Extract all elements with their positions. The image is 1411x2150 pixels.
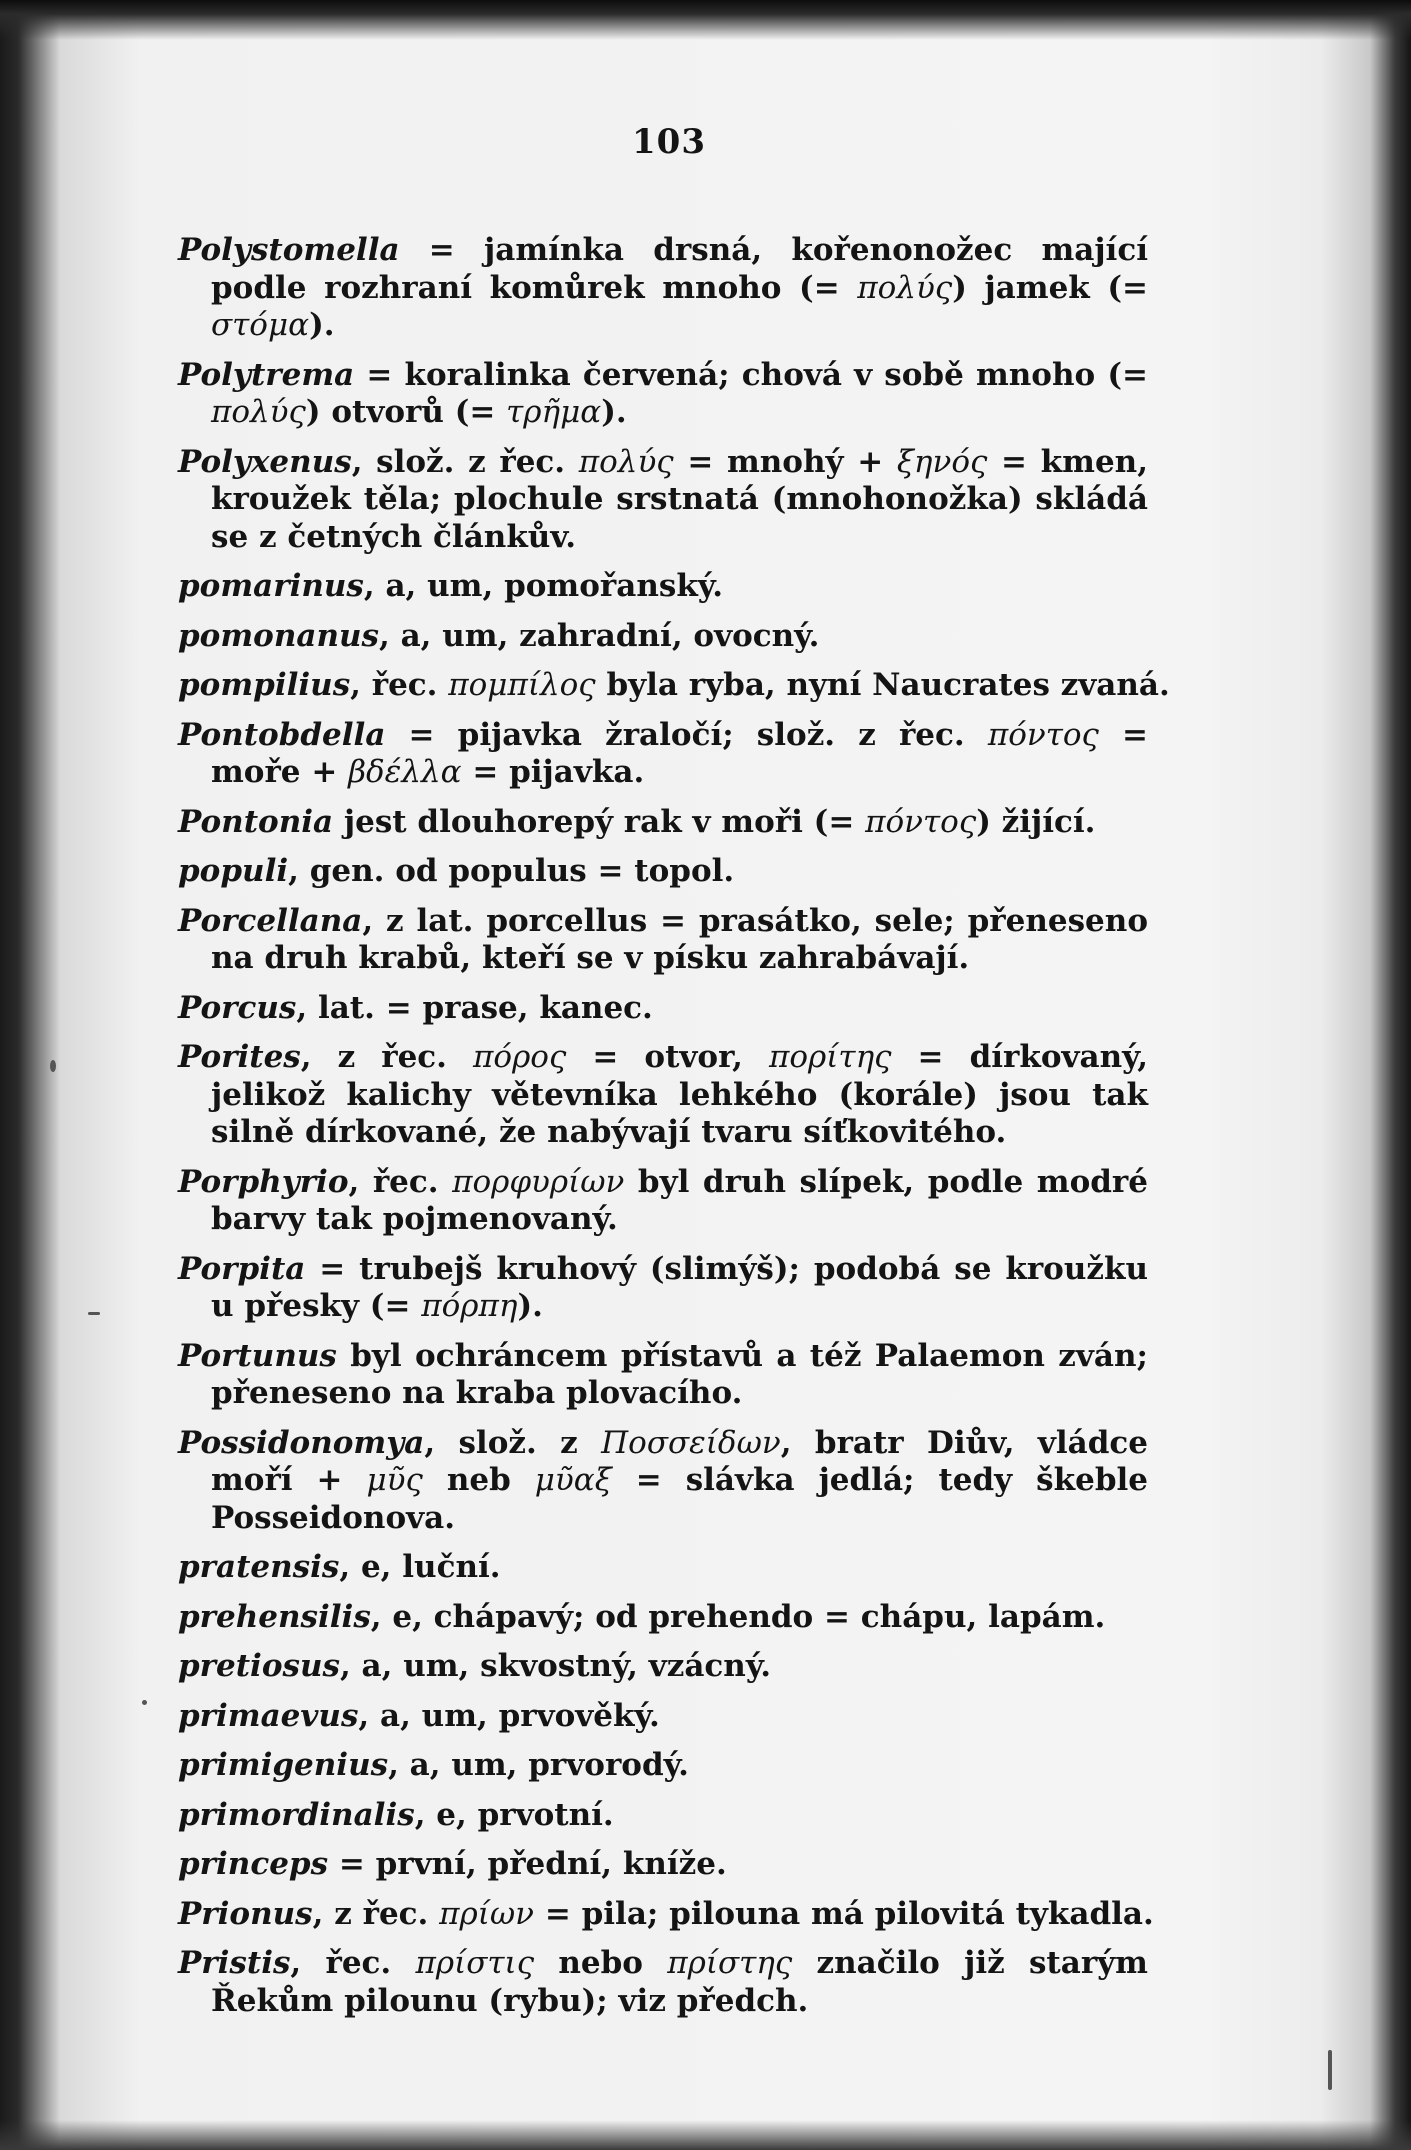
greek-word: ξηνός bbox=[896, 443, 988, 480]
entry-definition: , z řec. bbox=[300, 1039, 474, 1075]
page-number: 103 bbox=[632, 122, 706, 162]
greek-word: πόντος bbox=[865, 803, 977, 840]
entry-definition: byl ochráncem přístavů a též Palaemon zván; přeneseno na kraba plovacího. bbox=[211, 1337, 1148, 1411]
entry-definition: ) otvorů (= bbox=[305, 394, 507, 430]
entry-definition: značilo již starým Řekům pilounu (rybu); viz předch. bbox=[211, 1945, 1148, 2019]
entry-definition: , e, chápavý; od prehendo = chápu, lapám. bbox=[370, 1598, 1106, 1635]
dictionary-entry bbox=[178, 903, 1148, 978]
dictionary-entry bbox=[178, 444, 1148, 557]
dictionary-entry bbox=[178, 1599, 1148, 1637]
entry-term: Polyxenus bbox=[178, 443, 352, 480]
speck-mark bbox=[88, 1312, 100, 1315]
dictionary-entry bbox=[178, 357, 1148, 432]
entry-definition: = mnohý + bbox=[673, 443, 897, 480]
greek-word: πομπίλος bbox=[448, 667, 596, 703]
entry-definition: = moře + bbox=[211, 716, 1148, 790]
entry-definition: byl druh slípek, podle modré barvy tak pojmenovaný. bbox=[211, 1163, 1148, 1237]
dictionary-entry bbox=[178, 1338, 1148, 1413]
speck-mark bbox=[1328, 2050, 1332, 2090]
dictionary-entry bbox=[178, 1846, 1148, 1884]
greek-word: πολύς bbox=[578, 443, 674, 480]
dictionary-entry bbox=[178, 1549, 1148, 1587]
entry-definition: = trubejš kruhový (slimýš); podobá se kroužku u přesky (= bbox=[211, 1250, 1148, 1324]
entry-term: Polytrema bbox=[178, 356, 355, 393]
entry-term: pomarinus bbox=[178, 568, 364, 604]
entry-definition: = kmen, kroužek těla; plochule srstnatá (mnohonožka) skládá se z četných článkův. bbox=[211, 443, 1149, 555]
entry-definition: , z řec. bbox=[312, 1895, 440, 1932]
entry-definition: jest dlouhorepý rak v moři (= bbox=[333, 803, 866, 840]
dictionary-entry bbox=[178, 1425, 1148, 1538]
greek-word: πολύς bbox=[857, 269, 953, 306]
entry-definition: byla ryba, nyní Naucrates zvaná. bbox=[595, 667, 1170, 703]
entry-definition: , řec. bbox=[350, 667, 449, 703]
entry-term: pretiosus bbox=[178, 1648, 340, 1684]
dictionary-entry bbox=[178, 1797, 1148, 1835]
greek-word: πόρος bbox=[473, 1039, 567, 1075]
entry-term: Polystomella bbox=[178, 232, 400, 268]
entry-definition: nebo bbox=[534, 1945, 668, 1981]
dictionary-entry bbox=[178, 618, 1148, 656]
entry-term: prehensilis bbox=[178, 1598, 371, 1635]
entry-definition: ). bbox=[601, 394, 627, 430]
entry-term: pompilius bbox=[178, 667, 351, 703]
entry-definition: , e, prvotní. bbox=[414, 1796, 614, 1833]
greek-word: τρῆμα bbox=[506, 394, 602, 430]
entry-definition: = otvor, bbox=[566, 1039, 769, 1075]
entry-term: pomonanus bbox=[178, 617, 379, 654]
dictionary-entry bbox=[178, 1698, 1148, 1736]
entry-definition: , a, um, prvověký. bbox=[358, 1697, 660, 1734]
entry-term: primordinalis bbox=[178, 1796, 415, 1833]
entry-definition: , slož. z řec. bbox=[351, 443, 579, 480]
entry-definition: , řec. bbox=[290, 1945, 416, 1981]
entry-term: Porcus bbox=[178, 989, 297, 1026]
speck-mark bbox=[50, 1060, 56, 1072]
entry-term: princeps bbox=[178, 1846, 329, 1882]
dictionary-entry bbox=[178, 804, 1148, 842]
entry-definition: , gen. od populus = topol. bbox=[288, 853, 735, 889]
greek-word: πρίστις bbox=[415, 1945, 535, 1981]
entry-definition: , lat. = prase, kanec. bbox=[296, 989, 653, 1026]
entry-definition: ) žijící. bbox=[976, 803, 1096, 840]
entry-term: Porphyrio bbox=[178, 1163, 349, 1200]
entry-definition: ). bbox=[309, 307, 335, 343]
greek-word: μῦς bbox=[366, 1462, 423, 1498]
entry-term: Porpita bbox=[178, 1250, 306, 1287]
entry-term: primigenius bbox=[178, 1747, 389, 1783]
dictionary-entry bbox=[178, 1895, 1154, 1934]
greek-word: στόμα bbox=[211, 307, 310, 343]
dictionary-entry bbox=[178, 568, 1148, 606]
entry-list bbox=[178, 232, 1170, 2032]
entry-definition: = slávka jedlá; tedy škeble Posseidonova. bbox=[211, 1462, 1148, 1536]
entry-definition: = pijavka. bbox=[461, 754, 645, 790]
entry-term: Pontonia bbox=[178, 803, 334, 840]
entry-term: populi bbox=[178, 853, 289, 889]
entry-term: Possidonomya bbox=[178, 1424, 425, 1461]
dictionary-entry bbox=[178, 1251, 1148, 1326]
entry-definition: = koralinka červená; chová v sobě mnoho (= bbox=[354, 356, 1148, 393]
entry-term: Pristis bbox=[178, 1945, 291, 1981]
entry-definition: neb bbox=[422, 1462, 535, 1498]
dictionary-entry bbox=[178, 1747, 1148, 1785]
entry-definition: , a, um, prvorodý. bbox=[388, 1747, 689, 1783]
entry-term: primaevus bbox=[178, 1697, 359, 1734]
dictionary-entry bbox=[178, 667, 1170, 705]
entry-definition: , a, um, zahradní, ovocný. bbox=[379, 617, 820, 654]
entry-definition: = pijavka žraločí; slož. z řec. bbox=[385, 716, 988, 753]
greek-word: πολύς bbox=[211, 394, 306, 430]
dictionary-entry bbox=[178, 1945, 1148, 2020]
greek-word: μῦαξ bbox=[534, 1462, 612, 1498]
greek-word: πόντος bbox=[987, 716, 1099, 753]
entry-definition: , a, um, skvostný, vzácný. bbox=[339, 1648, 772, 1684]
entry-term: Porcellana bbox=[178, 902, 363, 939]
entry-definition: = dírkovaný, jelikož kalichy větevníka lehkého (korále) jsou tak silně dírkované, že nabývají tvaru síťkovitého. bbox=[211, 1039, 1148, 1150]
dictionary-entry bbox=[178, 1648, 1148, 1686]
greek-word: πρίων bbox=[439, 1895, 535, 1932]
dictionary-entry bbox=[178, 990, 1148, 1028]
entry-term: Prionus bbox=[178, 1895, 313, 1932]
entry-term: Portunus bbox=[178, 1337, 337, 1374]
greek-word: πορφυρίων bbox=[452, 1163, 625, 1200]
entry-definition: , z lat. porcellus = prasátko, sele; přeneseno na druh krabů, kteří se v písku zahrabávají. bbox=[211, 902, 1148, 976]
entry-definition: = pila; pilouna má pilovitá tykadla. bbox=[534, 1895, 1154, 1932]
entry-definition: , bratr Diův, vládce moří + bbox=[211, 1424, 1149, 1498]
entry-definition: , slož. z bbox=[424, 1424, 602, 1461]
entry-definition: ) jamek (= bbox=[952, 269, 1149, 306]
entry-definition: = první, přední, kníže. bbox=[328, 1846, 727, 1882]
entry-term: Porites bbox=[178, 1039, 301, 1075]
dictionary-entry bbox=[178, 232, 1148, 345]
greek-word: πορίτης bbox=[769, 1039, 892, 1075]
greek-word: Ποσσείδων bbox=[601, 1424, 781, 1461]
entry-definition: , řec. bbox=[348, 1163, 453, 1200]
speck-mark bbox=[142, 1700, 147, 1705]
entry-term: Pontobdella bbox=[178, 716, 386, 753]
dictionary-entry bbox=[178, 1039, 1148, 1152]
dictionary-entry bbox=[178, 717, 1148, 792]
entry-definition: = jamínka drsná, kořenonožec mající podle rozhraní komůrek mnoho (= bbox=[211, 232, 1148, 306]
dictionary-entry bbox=[178, 853, 1148, 891]
dictionary-entry bbox=[178, 1164, 1148, 1239]
greek-word: πρίστης bbox=[667, 1945, 793, 1981]
greek-word: βδέλλα bbox=[348, 754, 462, 790]
entry-term: pratensis bbox=[178, 1549, 340, 1585]
greek-word: πόρπη bbox=[421, 1288, 518, 1324]
entry-definition: , e, luční. bbox=[339, 1549, 501, 1585]
entry-definition: ). bbox=[517, 1288, 543, 1324]
entry-definition: , a, um, pomořanský. bbox=[363, 568, 724, 604]
